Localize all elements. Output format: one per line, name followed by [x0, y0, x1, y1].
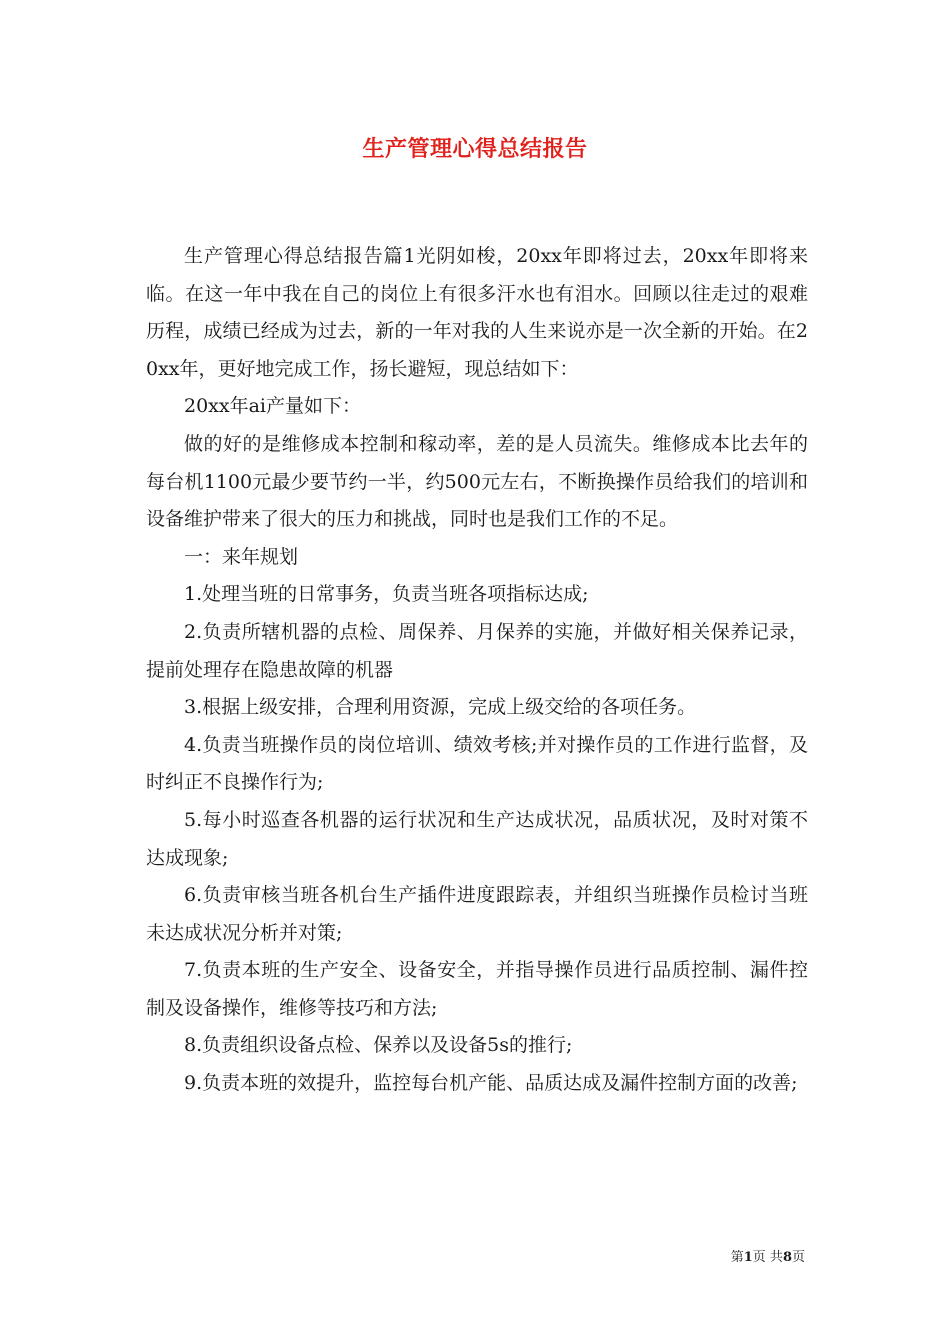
list-item: 8.负责组织设备点检、保养以及设备5s的推行;: [184, 1034, 573, 1057]
paragraph: 生产管理心得总结报告篇1光阴如梭，20xx年即将过去，20xx年即将来临。在这一年中我在自己的岗位上有很多汗水也有泪水。回顾以往走过的艰难历程，成绩已经成为过去，新的一年对我的人生来说亦是一次全新的开始。在20xx年，更好地完成工作，扬长避短，现总结如下：: [146, 245, 808, 380]
footer-suffix: 页: [791, 1250, 805, 1265]
document-body: [146, 238, 808, 1103]
paragraph: 20xx年ai产量如下：: [184, 395, 362, 418]
list-item: 9.负责本班的效提升，监控每台机产能、品质达成及漏件控制方面的改善;: [184, 1072, 798, 1095]
list-item: 7.负责本班的生产安全、设备安全，并指导操作员进行品质控制、漏件控制及设备操作，维修等技巧和方法;: [146, 959, 808, 1019]
footer-prefix: 第: [730, 1250, 744, 1265]
list-item: 3.根据上级安排，合理利用资源，完成上级交给的各项任务。: [184, 696, 697, 719]
list-item: 1.处理当班的日常事务，负责当班各项指标达成;: [184, 583, 589, 606]
total-pages-number: 8: [782, 1250, 792, 1265]
list-item: 2.负责所辖机器的点检、周保养、月保养的实施，并做好相关保养记录，提前处理存在隐患故障的机器: [146, 620, 808, 681]
section-heading: 一：来年规划: [184, 545, 299, 568]
footer-middle: 页 共: [752, 1250, 783, 1265]
paragraph: 做的好的是维修成本控制和稼动率，差的是人员流失。维修成本比去年的每台机1100元最少要节约一半，约500元左右，不断换操作员给我们的培训和设备维护带来了很大的压力和挑战，同时也是我们工作的不足。: [146, 432, 808, 531]
current-page-number: 1: [743, 1250, 753, 1265]
list-item: 4.负责当班操作员的岗位培训、绩效考核;并对操作员的工作进行监督，及时纠正不良操作行为;: [146, 733, 808, 794]
page-number-footer: [731, 1246, 805, 1265]
document-title: 生产管理心得总结报告: [362, 136, 588, 162]
list-item: 5.每小时巡查各机器的运行状况和生产达成状况，品质状况，及时对策不达成现象;: [146, 808, 808, 869]
list-item: 6.负责审核当班各机台生产插件进度跟踪表，并组织当班操作员检讨当班未达成状况分析并对策;: [146, 884, 808, 944]
